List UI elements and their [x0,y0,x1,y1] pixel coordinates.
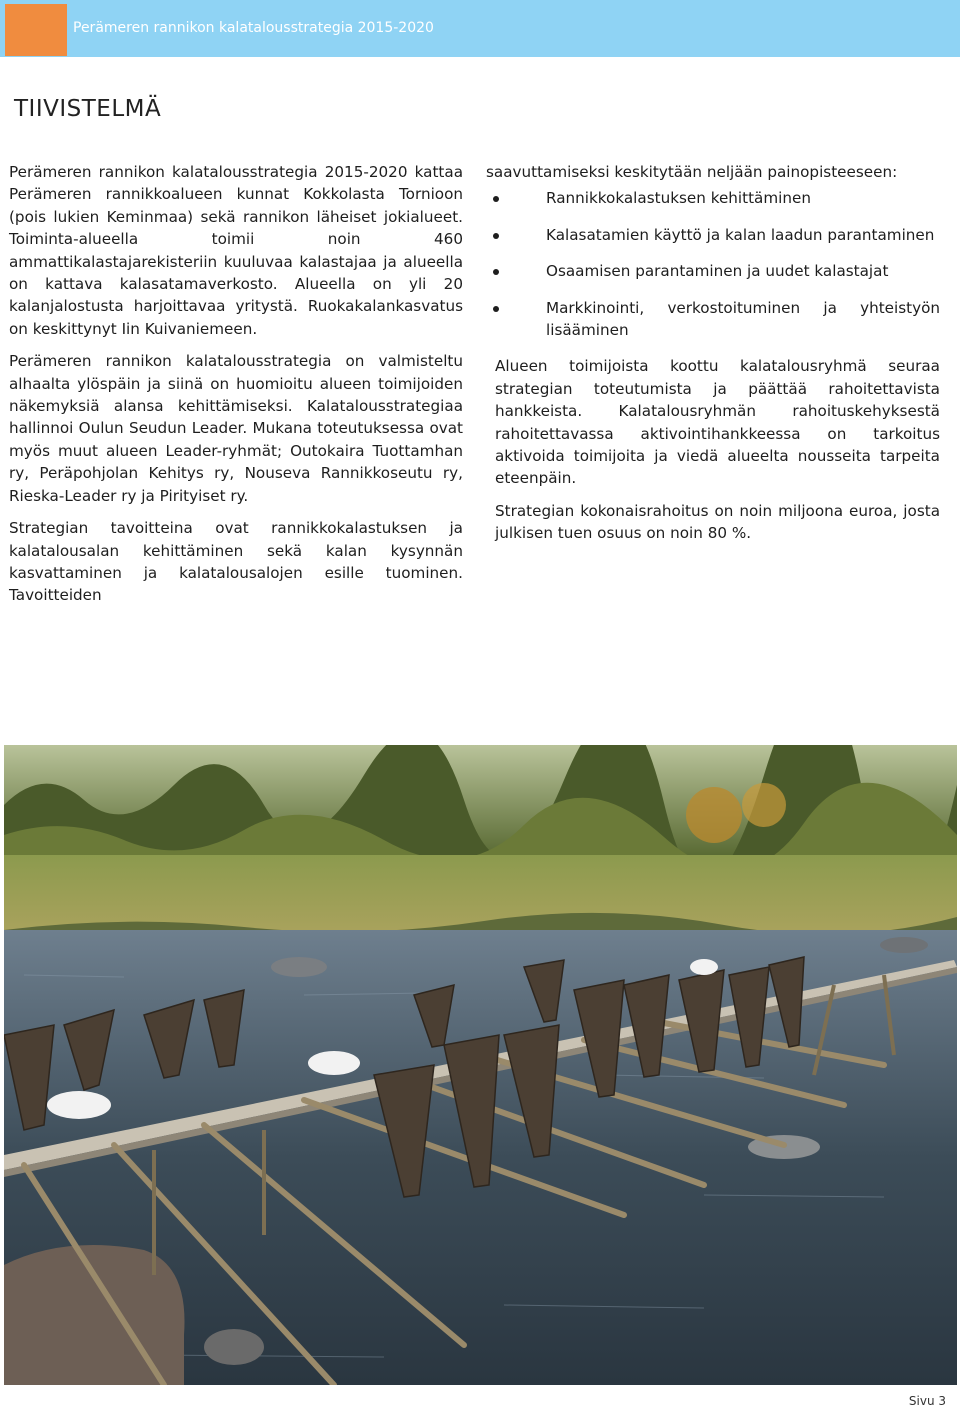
paragraph: Strategian tavoitteina ovat rannikkokalastuksen ja kalatalousalan kehittäminen sekä kalan kysynnän kasvattaminen ja kalatalousalojen esille tuominen. Tavoitteiden [9,519,463,605]
focus-area-list [486,187,940,341]
bullet-icon [493,306,499,312]
list-item [486,187,940,209]
page-header [0,0,960,57]
document-title: Perämeren rannikon kalatalousstrategia 2015-2020 [73,20,434,36]
paragraph: saavuttamiseksi keskitytään neljään painopisteeseen: [486,163,898,181]
list-item [486,260,940,282]
section-heading: TIIVISTELMÄ [14,96,162,122]
list-item-text: Rannikkokalastuksen kehittäminen [546,189,811,208]
bullet-icon [493,233,499,239]
list-item-text: Kalasatamien käyttö ja kalan laadun parantaminen [546,225,935,244]
right-column [486,161,940,555]
list-item-text: Markkinointi, verkostoituminen ja yhteistyön lisääminen [546,298,940,340]
bullet-icon [493,196,499,202]
paragraph: Strategian kokonaisrahoitus on noin miljoona euroa, josta julkisen tuen osuus on noin 80 %. [495,501,940,543]
bullet-icon [493,269,499,275]
list-item-text: Osaamisen parantaminen ja uudet kalastajat [546,262,889,281]
paragraph: Perämeren rannikon kalatalousstrategia on valmisteltu alhaalta ylöspäin ja siinä on huomioitu alueen toimijoiden näkemyksiä alansa kehittämiseksi. Kalatalousstrategiaa hallinnoi Oulun Seudun Leader. Mukana toteutuksessa ovat myös muut alueen Leader-ryhmät; Outokaira Tuottamhan ry, Peräpohjolan Kehitys ry, Nouseva Rannikkoseutu ry, Rieska-Leader ry ja Pirityiset ry. [9,352,463,505]
river-fish-traps-photo [4,745,957,1385]
paragraph: Alueen toimijoista koottu kalatalousryhmä seuraa strategian toteutumista ja päättää rahoitettavista hankkeista. Kalatalousryhmän rahoituskehyksestä rahoitettavassa aktivointihankkeessa on tarkoitus aktivoida toimijoita ja viedä alueelta nousseita tarpeita eteenpäin. [495,357,940,488]
list-item [486,297,940,342]
header-accent-block [5,4,67,56]
page-number: Sivu 3 [908,1394,946,1408]
left-column [9,161,463,617]
list-item [486,224,940,246]
paragraph: Perämeren rannikon kalatalousstrategia 2015-2020 kattaa Perämeren rannikkoalueen kunnat Kokkolasta Tornioon (pois lukien Keminmaa) sekä rannikon läheiset jokialueet. Toiminta-alueella toimii noin 460 ammattikalastajarekisteriin kuuluvaa kalastajaa ja alueella on kattava kalasatamaverkosto. Alueella on yli 20 kalanjalostusta harjoittavaa yritystä. Ruokakalankasvatus on keskittynyt Iin Kuivaniemeen. [9,163,463,338]
